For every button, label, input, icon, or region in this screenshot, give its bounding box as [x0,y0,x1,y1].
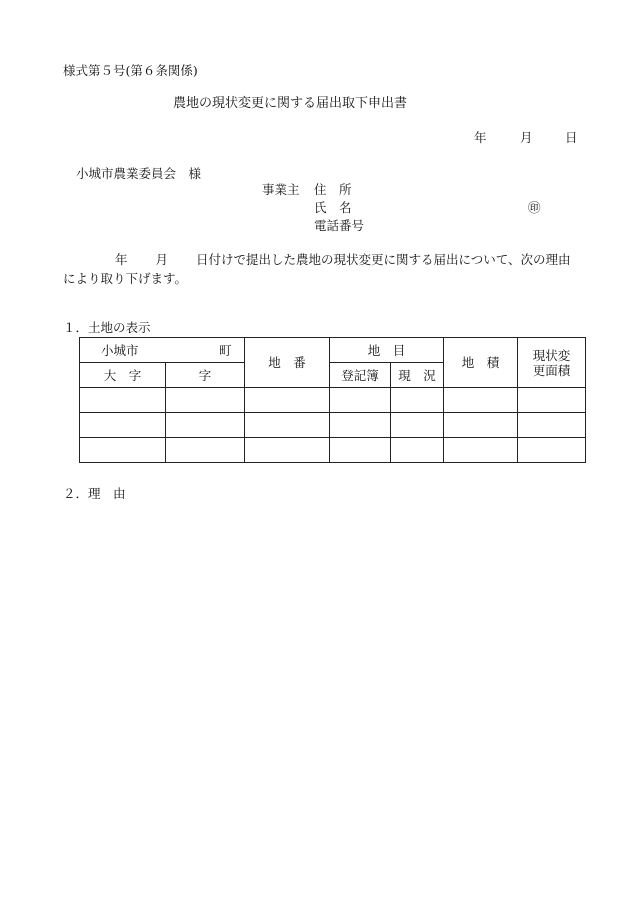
table-cell[interactable] [391,388,444,413]
table-cell[interactable] [245,438,330,463]
table-header-row [80,338,586,363]
area-header: 地 積 [444,338,518,388]
table-row [80,388,586,413]
changed-area-header [518,338,586,388]
table-cell[interactable] [166,413,245,438]
table-cell[interactable] [80,388,166,413]
land-table [79,337,586,463]
changed-area-line2: 更面積 [532,362,571,378]
table-cell[interactable] [80,438,166,463]
aza-header: 字 [166,363,245,388]
table-cell[interactable] [166,388,245,413]
table-cell[interactable] [444,438,518,463]
section-land-title: １．土地の表示 [63,320,151,335]
city-town-cell [80,338,245,363]
date-year: 年 [474,130,487,145]
name-label: 氏 名 [314,200,352,215]
table-cell[interactable] [518,413,586,438]
table-cell[interactable] [330,413,391,438]
town-label: 町 [219,342,232,358]
changed-area-line1: 現状変 [532,347,571,363]
oaza-header: 大 字 [80,363,166,388]
table-cell[interactable] [330,388,391,413]
phone-label: 電話番号 [314,218,365,233]
registry-header: 登記簿 [330,363,391,388]
table-cell[interactable] [391,438,444,463]
current-header: 現 況 [391,363,444,388]
form-number: 様式第５号(第６条関係) [63,63,198,78]
table-cell[interactable] [518,388,586,413]
addressee: 小城市農業委員会 様 [76,166,202,181]
table-cell[interactable] [330,438,391,463]
address-label: 住 所 [314,182,352,197]
table-cell[interactable] [391,413,444,438]
table-cell[interactable] [80,413,166,438]
seal-mark: ㊞ [528,200,541,215]
table-cell[interactable] [245,413,330,438]
submission-date [474,130,578,146]
chiban-header: 地 番 [245,338,330,388]
applicant-label: 事業主 [262,182,300,197]
statement-text [63,250,578,288]
statement-month: 月 [155,252,169,267]
table-row [80,413,586,438]
city-name: 小城市 [101,342,139,358]
statement-body: 日付けで提出した農地の現状変更に関する届出について、次の理由により取り下げます。 [63,252,571,286]
table-cell[interactable] [245,388,330,413]
date-day: 日 [565,130,578,145]
table-cell[interactable] [444,413,518,438]
document-title: 農地の現状変更に関する届出取下申出書 [173,96,408,111]
table-cell[interactable] [444,388,518,413]
date-month: 月 [520,130,533,145]
table-cell[interactable] [166,438,245,463]
section-reason-title: ２．理 由 [63,486,126,501]
table-row [80,438,586,463]
statement-year: 年 [115,252,128,267]
chimoku-header: 地 目 [330,338,444,363]
table-cell[interactable] [518,438,586,463]
